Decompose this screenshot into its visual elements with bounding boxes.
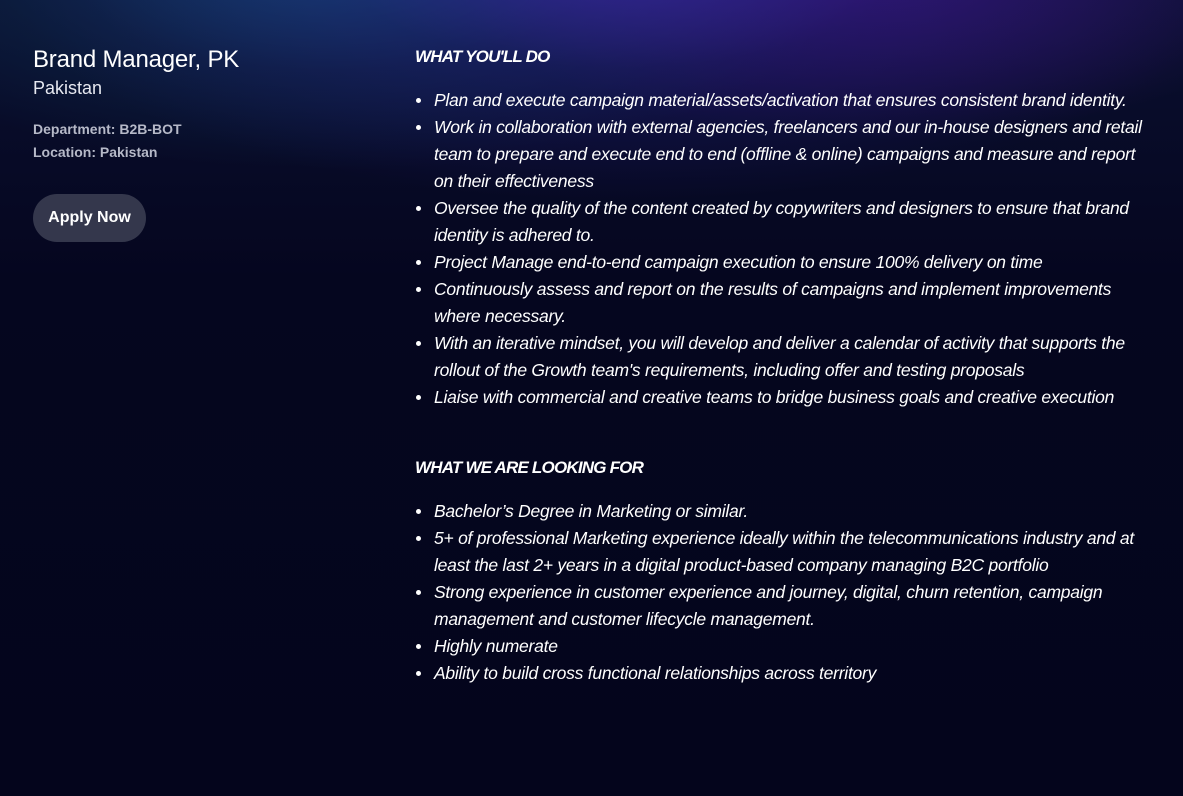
list-item: Work in collaboration with external agencies, freelancers and our in-house designers and retail team to prepare and execute end to end (offline & online) campaigns and measure and report on their effectiveness [415, 114, 1155, 195]
list-item: Bachelor’s Degree in Marketing or similar. [415, 498, 1155, 525]
job-country: Pakistan [33, 78, 103, 98]
job-title: Brand Manager, PK [33, 46, 240, 73]
requirements-section [415, 456, 1155, 687]
section-heading: WHAT WE ARE LOOKING FOR [415, 458, 644, 477]
job-summary [33, 44, 373, 242]
list-item: Oversee the quality of the content created by copywriters and designers to ensure that brand identity is adhered to. [415, 195, 1155, 249]
apply-now-button[interactable]: Apply Now [33, 194, 146, 242]
list-item: Continuously assess and report on the results of campaigns and implement improvements where necessary. [415, 276, 1155, 330]
department-label: Department: B2B-BOT [33, 121, 182, 137]
location-label: Location: Pakistan [33, 144, 158, 160]
list-item: 5+ of professional Marketing experience ideally within the telecommunications industry and at least the last 2+ years in a digital product-based company managing B2C portfolio [415, 525, 1155, 579]
responsibilities-section [415, 45, 1155, 411]
responsibilities-list [415, 87, 1155, 411]
list-item: Project Manage end-to-end campaign execution to ensure 100% delivery on time [415, 249, 1155, 276]
list-item: With an iterative mindset, you will develop and deliver a calendar of activity that supports the rollout of the Growth team's requirements, including offer and testing proposals [415, 330, 1155, 384]
list-item: Ability to build cross functional relationships across territory [415, 660, 1155, 687]
list-item: Highly numerate [415, 633, 1155, 660]
requirements-list [415, 498, 1155, 687]
list-item: Plan and execute campaign material/assets/activation that ensures consistent brand identity. [415, 87, 1155, 114]
job-description [415, 45, 1155, 687]
section-heading: WHAT YOU'LL DO [415, 47, 550, 66]
list-item: Strong experience in customer experience and journey, digital, churn retention, campaign management and customer lifecycle management. [415, 579, 1155, 633]
list-item: Liaise with commercial and creative teams to bridge business goals and creative execution [415, 384, 1155, 411]
